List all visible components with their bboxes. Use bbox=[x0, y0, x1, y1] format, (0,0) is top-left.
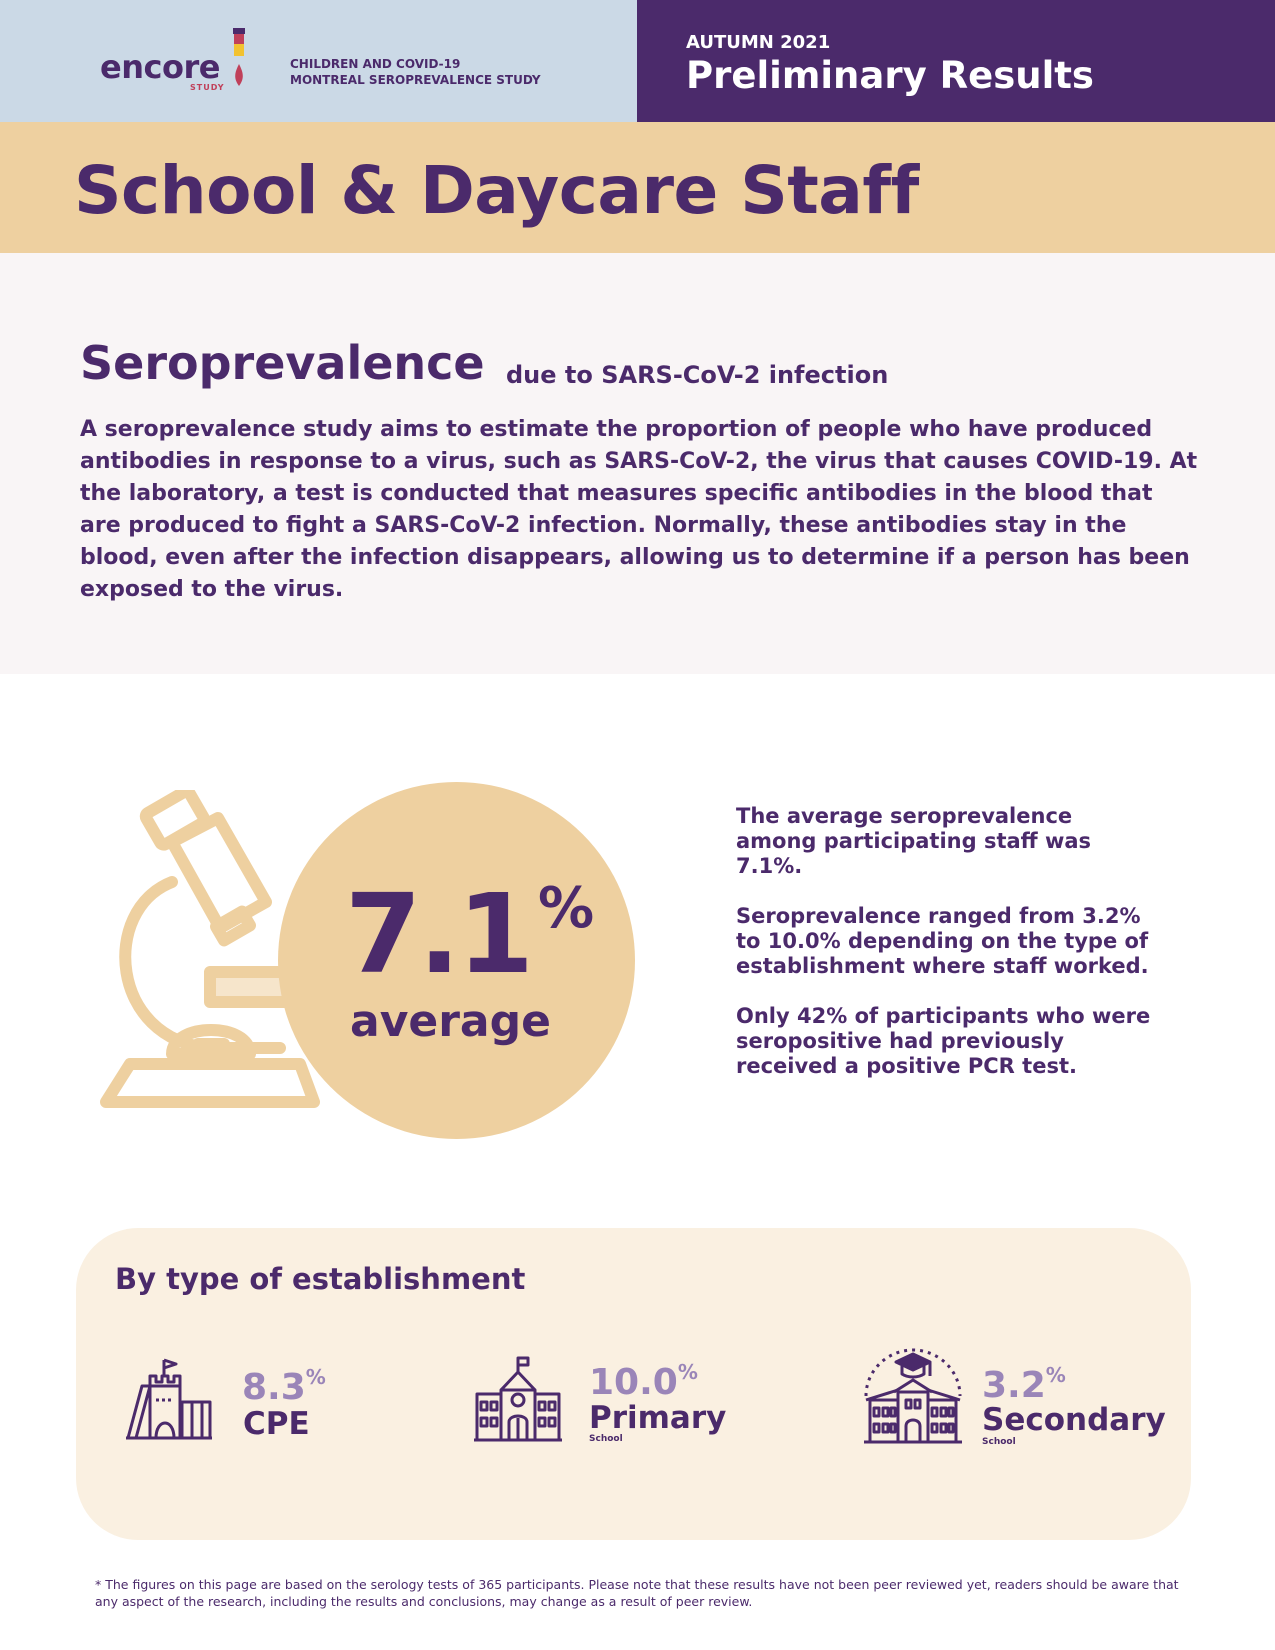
cpe-label: CPE bbox=[243, 1406, 310, 1442]
secondary-value-number: 3.2 bbox=[982, 1365, 1046, 1406]
average-label: average bbox=[350, 996, 551, 1047]
average-value: 7.1 bbox=[345, 870, 531, 998]
primary-value bbox=[589, 1362, 698, 1403]
test-tube-icon bbox=[232, 28, 246, 92]
stat-paragraph: The average seroprevalence among participating staff was 7.1%. bbox=[736, 804, 1092, 878]
daycare-icon bbox=[124, 1356, 214, 1442]
stat-paragraph: Seroprevalence ranged from 3.2% to 10.0% depending on the type of establishment where staff worked. bbox=[736, 904, 1149, 978]
stats-text bbox=[736, 804, 1156, 1104]
study-name bbox=[290, 56, 541, 88]
primary-value-number: 10.0 bbox=[589, 1362, 678, 1403]
cpe-value-number: 8.3 bbox=[242, 1367, 306, 1408]
primary-label: Primary bbox=[589, 1400, 727, 1436]
microscope-icon bbox=[100, 790, 330, 1110]
page-title: School & Daycare Staff bbox=[74, 152, 919, 229]
logo-text: encore bbox=[100, 48, 220, 86]
secondary-value bbox=[982, 1365, 1066, 1406]
secondary-value-unit: % bbox=[1045, 1363, 1066, 1387]
stat-paragraph: Only 42% of participants who were seropositive had previously received a positive PCR test. bbox=[736, 1004, 1151, 1078]
study-name-line1: CHILDREN AND COVID-19 bbox=[290, 57, 461, 71]
cpe-value bbox=[242, 1367, 326, 1408]
season-label: AUTUMN 2021 bbox=[686, 32, 831, 53]
section-subheading: due to SARS-CoV-2 infection bbox=[506, 361, 889, 389]
primary-value-unit: % bbox=[677, 1360, 698, 1384]
intro-paragraph: A seroprevalence study aims to estimate the proportion of people who have produced antibodies in response to a virus, such as SARS-CoV-2, the virus that causes COVID-19. At the laboratory, a test is conducted that measures specific antibodies in the blood that are produced to fight a SARS-CoV-2 infection. Normally, these antibodies stay in the blood, even after the infection disappears, allowing us to determine if a person has been exposed to the virus. bbox=[80, 417, 1198, 602]
secondary-label: Secondary bbox=[982, 1402, 1166, 1438]
cpe-value-unit: % bbox=[305, 1365, 326, 1389]
primary-school-icon bbox=[473, 1356, 563, 1444]
secondary-sublabel: School bbox=[982, 1437, 1016, 1447]
primary-sublabel: School bbox=[589, 1434, 623, 1444]
section-heading: Seroprevalence bbox=[80, 336, 485, 390]
establishment-title: By type of establishment bbox=[115, 1262, 526, 1296]
logo-subtext: STUDY bbox=[190, 83, 225, 92]
results-title: Preliminary Results bbox=[686, 54, 1094, 97]
footnote: * The figures on this page are based on the serology tests of 365 participants. Please note that these results have not been peer reviewed yet, readers should be aware that any aspect of the research, including the results and conclusions, may change as a result of peer review. bbox=[95, 1577, 1179, 1609]
secondary-school-icon bbox=[862, 1344, 964, 1446]
study-name-line2: MONTREAL SEROPREVALENCE STUDY bbox=[290, 73, 541, 87]
average-percent-sign: % bbox=[538, 876, 595, 941]
